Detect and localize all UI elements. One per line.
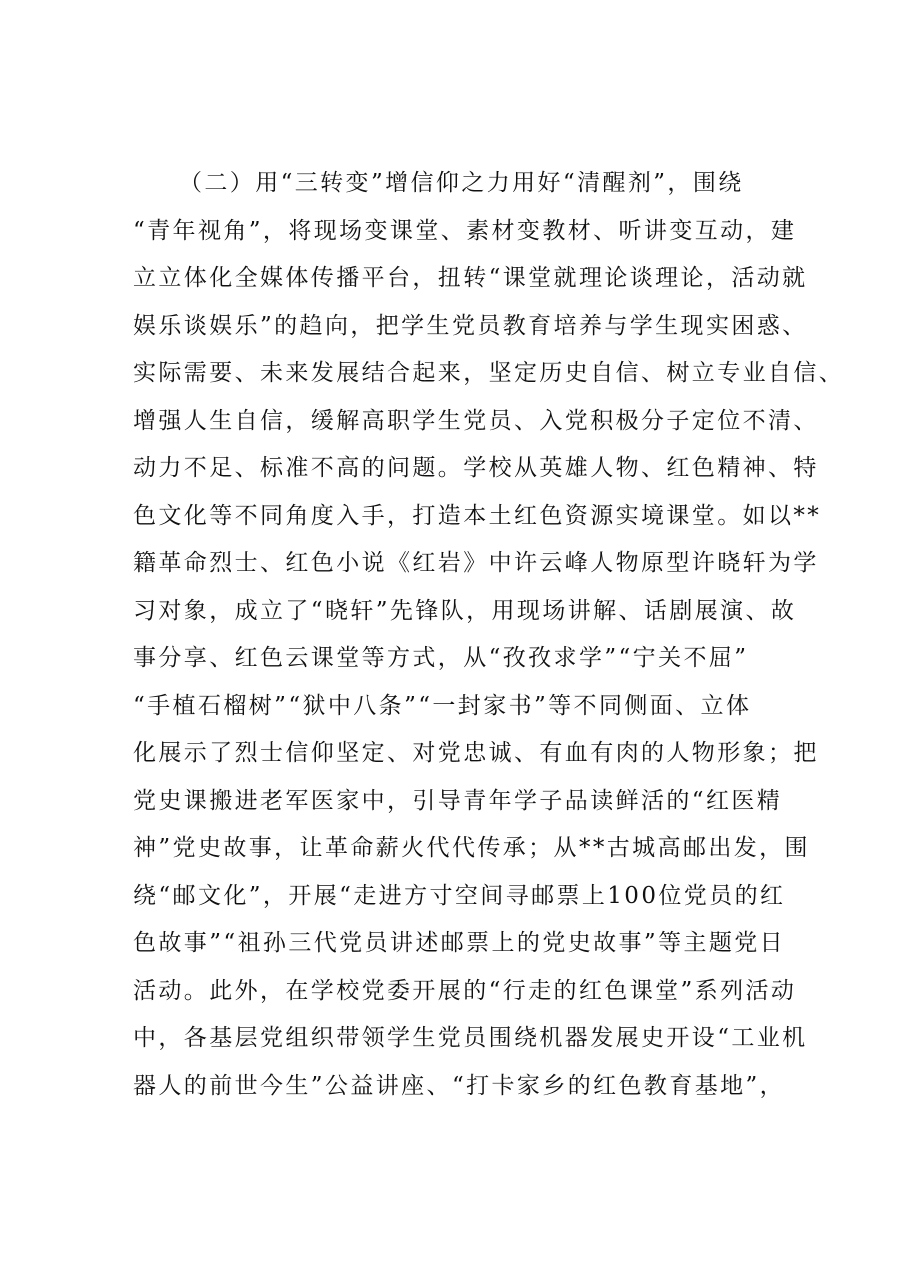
paragraph-line: 增强人生自信，缓解高职学生党员、入党积极分子定位不清、	[133, 407, 819, 434]
paragraph-line: 色故事”“祖孙三代党员讲述邮票上的党史故事”等主题党日	[133, 930, 786, 956]
paragraph-line: 事分享、红色云课堂等方式，从“孜孜求学”“宁关不屈”	[133, 645, 749, 671]
paragraph-line: 动力不足、标准不高的问题。学校从英雄人物、红色精神、特	[133, 455, 819, 481]
paragraph-line: 化展示了烈士信仰坚定、对党忠诚、有血有肉的人物形象；把	[133, 740, 819, 766]
paragraph-line: 神”党史故事，让革命薪火代代传承；从**古城高邮出发，围	[133, 835, 810, 861]
paragraph-line: 活动。此外，在学校党委开展的“行走的红色课堂”系列活动	[133, 977, 797, 1004]
paragraph-line: 器人的前世今生”公益讲座、“打卡家乡的红色教育基地”，	[133, 1072, 786, 1099]
paragraph-line: （二）用“三转变”增信仰之力用好“清醒剂”，围绕	[179, 170, 744, 196]
paragraph-line: 实际需要、未来发展结合起来，坚定历史自信、树立专业自信、	[133, 360, 845, 386]
paragraph-line: “手植石榴树”“狱中八条”“一封家书”等不同侧面、立体	[133, 692, 752, 719]
paragraph-line: 色文化等不同角度入手，打造本土红色资源实境课堂。如以**	[133, 502, 822, 529]
paragraph-line: 立立体化全媒体传播平台，扭转“课堂就理论谈理论，活动就	[133, 265, 808, 291]
paragraph-line: “青年视角”，将现场变课堂、素材变教材、听讲变互动，建	[133, 217, 797, 244]
paragraph-line: 绕“邮文化”，开展“走进方寸空间寻邮票上100位党员的红	[133, 882, 786, 909]
paragraph-line: 党史课搬进老军医家中，引导青年学子品读鲜活的“红医精	[133, 787, 783, 814]
paragraph-line: 习对象，成立了“晓轩”先锋队，用现场讲解、话剧展演、故	[133, 597, 797, 624]
paragraph-line: 籍革命烈士、红色小说《红岩》中许云峰人物原型许晓轩为学	[133, 550, 819, 576]
body-paragraph	[133, 160, 845, 1110]
paragraph-line: 娱乐谈娱乐”的趋向，把学生党员教育培养与学生现实困惑、	[133, 312, 808, 339]
paragraph-line: 中，各基层党组织带领学生党员围绕机器发展史开设“工业机	[133, 1025, 808, 1051]
